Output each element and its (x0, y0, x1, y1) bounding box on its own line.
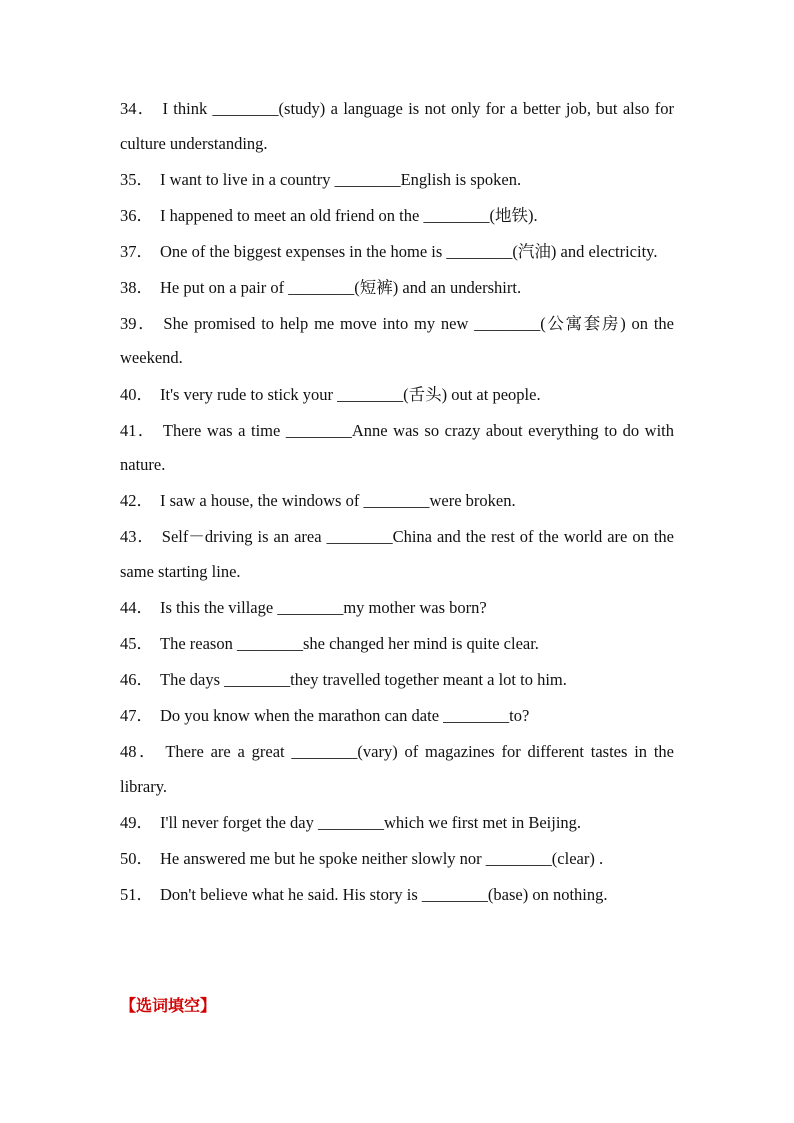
question-number: 46． (120, 670, 153, 690)
question-text: Don't believe what he said. His story is ________(base) on nothing. (160, 885, 608, 905)
question-40 (120, 378, 674, 413)
question-number: 35． (120, 169, 153, 189)
question-number: 44． (120, 597, 153, 617)
question-text: It's very rude to stick your ________(舌头) out at people. (160, 384, 541, 404)
question-45 (120, 627, 674, 662)
question-number: 39． (120, 313, 157, 333)
question-text: He answered me but he spoke neither slowly nor ________(clear) . (160, 849, 604, 868)
question-number: 40． (120, 384, 153, 404)
section-heading: 【选词填空】 (120, 996, 217, 1015)
question-number: 45． (120, 634, 153, 654)
question-38 (120, 271, 674, 306)
question-44 (120, 591, 674, 626)
question-text: The days ________they travelled together meant a lot to him. (160, 670, 567, 690)
question-text: There are a great ________(vary) of magazines for different tastes in the library. (120, 742, 674, 796)
question-text: One of the biggest expenses in the home is ________(汽油) and electricity. (160, 241, 658, 261)
question-number: 42． (120, 491, 153, 511)
question-number: 50． (120, 849, 153, 868)
question-39 (120, 307, 674, 376)
question-text: I want to live in a country ________English is spoken. (160, 169, 522, 189)
question-text: The reason ________she changed her mind is quite clear. (160, 634, 539, 654)
question-43 (120, 520, 674, 589)
question-number: 37． (120, 241, 153, 261)
question-37 (120, 235, 674, 270)
question-36 (120, 199, 674, 234)
question-number: 51． (120, 885, 153, 905)
question-47 (120, 699, 674, 734)
question-number: 36． (120, 205, 153, 225)
question-41 (120, 414, 674, 483)
question-text: Is this the village ________my mother was born? (160, 597, 487, 617)
question-51 (120, 878, 674, 913)
question-text: There was a time ________Anne was so crazy about everything to do with nature. (120, 420, 675, 475)
question-42 (120, 484, 674, 519)
question-48 (120, 735, 674, 804)
question-text: She promised to help me move into my new ________(公寓套房) on the weekend. (120, 313, 674, 368)
question-49 (120, 806, 674, 841)
question-text: Do you know when the marathon can date ________to? (160, 706, 530, 726)
question-50 (120, 842, 674, 877)
question-text: Self－driving is an area ________China and the rest of the world are on the same starting line. (120, 527, 675, 581)
question-34 (120, 92, 674, 161)
question-number: 47． (120, 706, 153, 726)
question-number: 43． (120, 527, 155, 547)
question-text: I think ________(study) a language is not only for a better job, but also for culture understanding. (120, 99, 675, 153)
question-text: I happened to meet an old friend on the ________(地铁). (160, 205, 538, 225)
question-text: I'll never forget the day ________which we first met in Beijing. (160, 812, 582, 832)
question-number: 38． (120, 277, 153, 297)
question-number: 41． (120, 420, 156, 440)
question-35 (120, 163, 674, 198)
question-number: 49． (120, 812, 153, 832)
question-text: I saw a house, the windows of ________were broken. (160, 491, 516, 511)
question-text: He put on a pair of ________(短裤) and an undershirt. (160, 277, 522, 297)
question-46 (120, 663, 674, 698)
question-list (120, 92, 674, 914)
question-number: 34． (120, 99, 156, 118)
question-number: 48． (120, 742, 159, 762)
